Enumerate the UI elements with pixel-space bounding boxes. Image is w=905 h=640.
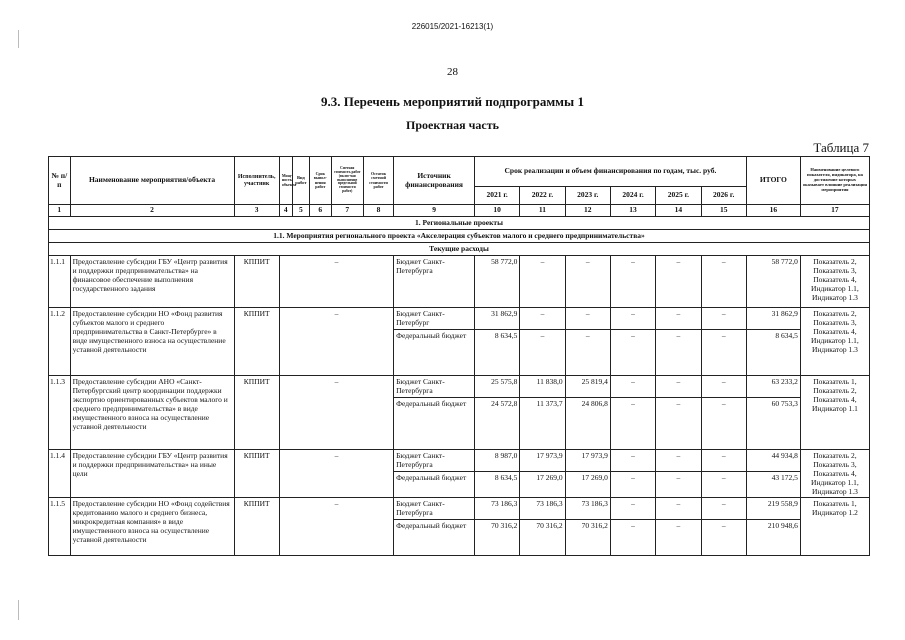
year-value: 70 316,2 — [520, 520, 565, 556]
column-number: 4 — [279, 205, 292, 217]
header-remainder: Остаток сметной стоимости работ — [363, 157, 393, 205]
row-number: 1.1.3 — [49, 376, 71, 450]
empty-dash: – — [279, 450, 393, 498]
total-value: 8 634,5 — [746, 330, 800, 376]
year-value: – — [610, 308, 655, 330]
year-value: – — [656, 520, 701, 556]
table-row — [49, 498, 870, 520]
table-caption: Таблица 7 — [813, 140, 869, 155]
total-value: 210 948,6 — [746, 520, 800, 556]
year-value: – — [565, 308, 610, 330]
page-title: 9.3. Перечень мероприятий подпрограммы 1 — [321, 94, 584, 109]
header-estimate: Сметная стоимость работ (вклю-чая выполнение предельной стоимости работ) — [331, 157, 363, 205]
funding-source: Бюджет Санкт-Петербурга — [394, 450, 475, 472]
year-value: 8 634,5 — [475, 472, 520, 498]
column-number: 17 — [800, 205, 869, 217]
header-year: 2026 г. — [701, 187, 746, 205]
column-number-row — [49, 205, 870, 217]
column-number: 11 — [520, 205, 565, 217]
year-value: – — [656, 450, 701, 472]
empty-dash: – — [279, 308, 393, 376]
indicator-list: Показатель 2, Показатель 3, Показатель 4, Индикатор 1.1, Индикатор 1.3 — [800, 450, 869, 498]
empty-dash: – — [279, 376, 393, 450]
year-value: 24 572,8 — [475, 398, 520, 450]
header-total: ИТОГО — [746, 157, 800, 205]
year-value: – — [520, 256, 565, 308]
year-value: – — [610, 520, 655, 556]
measure-name: Предоставление субсидии НО «Фонд содействия кредитованию малого и среднего бизнеса, микрокредитная компания» в виде имущественного взноса на осуществление уставной деятельности — [70, 498, 234, 556]
header-year: 2023 г. — [565, 187, 610, 205]
empty-dash: – — [279, 256, 393, 308]
measure-name: Предоставление субсидии ГБУ «Центр развития и поддержки предпринимательства» на финансовое обеспечение выполнения государственного задания — [70, 256, 234, 308]
column-number: 6 — [310, 205, 332, 217]
table-row — [49, 256, 870, 308]
header-source: Источник финансирования — [394, 157, 475, 205]
year-value: 58 772,0 — [475, 256, 520, 308]
column-number: 12 — [565, 205, 610, 217]
indicator-list: Показатель 2, Показатель 3, Показатель 4, Индикатор 1.1, Индикатор 1.3 — [800, 256, 869, 308]
empty-dash: – — [279, 498, 393, 556]
header-year: 2021 г. — [475, 187, 520, 205]
indicator-list: Показатель 2, Показатель 3, Показатель 4, Индикатор 1.1, Индикатор 1.3 — [800, 308, 869, 376]
year-value: – — [701, 398, 746, 450]
total-value: 63 233,2 — [746, 376, 800, 398]
year-value: 17 269,0 — [565, 472, 610, 498]
header-work-type: Вид работ — [292, 157, 309, 205]
year-value: – — [656, 308, 701, 330]
column-number: 16 — [746, 205, 800, 217]
total-value: 219 558,9 — [746, 498, 800, 520]
funding-source: Бюджет Санкт-Петербурга — [394, 256, 475, 308]
year-value: 17 269,0 — [520, 472, 565, 498]
year-value: – — [656, 330, 701, 376]
funding-source: Федеральный бюджет — [394, 520, 475, 556]
year-value: – — [520, 308, 565, 330]
section-heading: 1. Региональные проекты — [49, 217, 870, 230]
year-value: – — [610, 376, 655, 398]
column-number: 5 — [292, 205, 309, 217]
table-row — [49, 376, 870, 398]
year-value: – — [656, 398, 701, 450]
header-period: Срок выпол-нения работ — [310, 157, 332, 205]
column-number: 15 — [701, 205, 746, 217]
year-value: 11 373,7 — [520, 398, 565, 450]
indicator-list: Показатель 1, Индикатор 1.2 — [800, 498, 869, 556]
year-value: – — [520, 330, 565, 376]
year-value: – — [701, 450, 746, 472]
year-value: – — [701, 256, 746, 308]
total-value: 31 862,9 — [746, 308, 800, 330]
year-value: – — [701, 330, 746, 376]
year-value: – — [701, 498, 746, 520]
measures-table — [48, 156, 870, 556]
header-year: 2025 г. — [656, 187, 701, 205]
header-funding-group: Срок реализации и объем финансирования по годам, тыс. руб. — [475, 157, 747, 187]
year-value: 17 973,9 — [520, 450, 565, 472]
year-value: 70 316,2 — [565, 520, 610, 556]
column-number: 10 — [475, 205, 520, 217]
header-capacity: Мощ-ность объекта — [279, 157, 292, 205]
year-value: 8 634,5 — [475, 330, 520, 376]
column-number: 2 — [70, 205, 234, 217]
total-value: 60 753,3 — [746, 398, 800, 450]
year-value: – — [610, 398, 655, 450]
table-row — [49, 308, 870, 330]
year-value: – — [565, 330, 610, 376]
year-value: – — [701, 472, 746, 498]
measure-name: Предоставление субсидии АНО «Санкт-Петербургский центр координации поддержки экспортно ориентированных субъектов малого и среднего предпринимательства» в виде имущественного взноса на осуществление уставной деятельности — [70, 376, 234, 450]
year-value: – — [701, 520, 746, 556]
executor: КППИТ — [234, 256, 279, 308]
year-value: 73 186,3 — [565, 498, 610, 520]
year-value: – — [701, 376, 746, 398]
column-number: 3 — [234, 205, 279, 217]
measure-name: Предоставление субсидии НО «Фонд развития субъектов малого и среднего предпринимательства в Санкт-Петербурге» в виде имущественного взноса на осуществление уставной деятельности — [70, 308, 234, 376]
year-value: 11 838,0 — [520, 376, 565, 398]
total-value: 43 172,5 — [746, 472, 800, 498]
document-registration-number: 226015/2021-16213(1) — [411, 22, 494, 31]
header-year: 2022 г. — [520, 187, 565, 205]
year-value: – — [610, 472, 655, 498]
row-number: 1.1.4 — [49, 450, 71, 498]
table-row — [49, 450, 870, 472]
year-value: – — [610, 450, 655, 472]
year-value: 8 987,0 — [475, 450, 520, 472]
year-value: – — [656, 472, 701, 498]
executor: КППИТ — [234, 376, 279, 450]
page-subtitle: Проектная часть — [406, 118, 499, 132]
column-number: 8 — [363, 205, 393, 217]
page-number: 28 — [447, 66, 458, 78]
year-value: – — [701, 308, 746, 330]
executor: КППИТ — [234, 308, 279, 376]
header-name: Наименование мероприятия/объекта — [70, 157, 234, 205]
year-value: 17 973,9 — [565, 450, 610, 472]
subsection-heading: 1.1. Мероприятия регионального проекта «Акселерация субъектов малого и среднего предпринимательства» — [49, 230, 870, 243]
executor: КППИТ — [234, 498, 279, 556]
year-value: – — [656, 256, 701, 308]
column-number: 13 — [610, 205, 655, 217]
year-value: – — [656, 498, 701, 520]
measure-name: Предоставление субсидии ГБУ «Центр развития и поддержки предпринимательства» на иные цели — [70, 450, 234, 498]
crop-mark — [18, 600, 19, 620]
funding-source: Бюджет Санкт-Петербурга — [394, 498, 475, 520]
year-value: 70 316,2 — [475, 520, 520, 556]
funding-source: Федеральный бюджет — [394, 472, 475, 498]
year-value: – — [656, 376, 701, 398]
column-number: 7 — [331, 205, 363, 217]
year-value: 24 806,8 — [565, 398, 610, 450]
column-number: 1 — [49, 205, 71, 217]
crop-mark — [18, 30, 19, 48]
column-number: 14 — [656, 205, 701, 217]
funding-source: Федеральный бюджет — [394, 330, 475, 376]
year-value: 25 819,4 — [565, 376, 610, 398]
funding-source: Бюджет Санкт-Петербург — [394, 308, 475, 330]
row-number: 1.1.2 — [49, 308, 71, 376]
year-value: – — [610, 498, 655, 520]
header-indicator: Наименование целевого показателя, индикатора, на достижение которых оказывает влияние реализация мероприятия — [800, 157, 869, 205]
total-value: 58 772,0 — [746, 256, 800, 308]
year-value: – — [610, 330, 655, 376]
header-num: № п/п — [49, 157, 71, 205]
year-value: 31 862,9 — [475, 308, 520, 330]
column-number: 9 — [394, 205, 475, 217]
year-value: – — [565, 256, 610, 308]
total-value: 44 934,8 — [746, 450, 800, 472]
year-value: – — [610, 256, 655, 308]
year-value: 73 186,3 — [475, 498, 520, 520]
funding-source: Бюджет Санкт-Петербурга — [394, 376, 475, 398]
executor: КППИТ — [234, 450, 279, 498]
expense-type-heading: Текущие расходы — [49, 243, 870, 256]
header-executor: Исполнитель, участник — [234, 157, 279, 205]
row-number: 1.1.5 — [49, 498, 71, 556]
year-value: 73 186,3 — [520, 498, 565, 520]
indicator-list: Показатель 1, Показатель 2, Показатель 4, Индикатор 1.1 — [800, 376, 869, 450]
row-number: 1.1.1 — [49, 256, 71, 308]
funding-source: Федеральный бюджет — [394, 398, 475, 450]
year-value: 25 575,8 — [475, 376, 520, 398]
header-year: 2024 г. — [610, 187, 655, 205]
